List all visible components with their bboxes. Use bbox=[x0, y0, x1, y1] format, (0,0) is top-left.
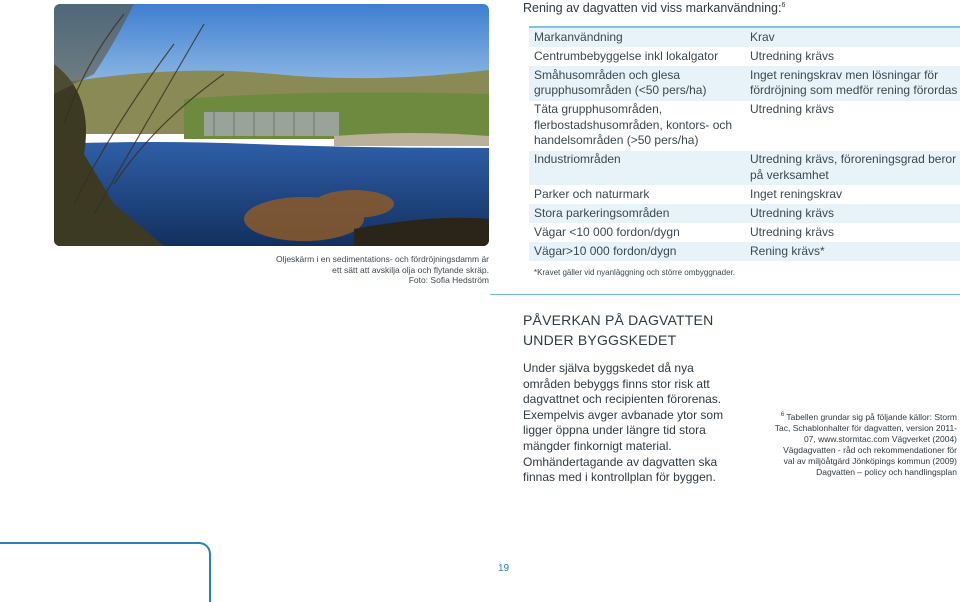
header-markanvandning: Markanvändning bbox=[534, 29, 623, 44]
land-use-cell: Parker och naturmark bbox=[534, 186, 650, 201]
source-footnote-text: Tabellen grundar sig på följande källor: Storm Tac, Schablonhalter för dagvatten, version 2011-07, www.stormtac.com Vägverket (2004) Vägdagvatten - råd och rekommendationer för val av miljöåtgärd Jönköpings kommun (2009) Dagvatten – policy och handlingsplan bbox=[774, 412, 957, 477]
table-footnote: *Kravet gäller vid nyanläggning och större ombyggnader. bbox=[534, 268, 736, 277]
requirement-cell: Utredning krävs bbox=[750, 205, 835, 220]
land-use-cell: Vägar>10 000 fordon/dygn bbox=[534, 243, 677, 258]
requirement-cell: Utredning krävs bbox=[750, 48, 835, 63]
table-title-footnote-ref: 6 bbox=[781, 1, 786, 9]
source-footnote-ref: 6 bbox=[780, 412, 785, 419]
caption-text: Oljeskärm i en sedimentations- och fördröjningsdamm är ett sätt att avskilja olja och flytande skräp. bbox=[275, 254, 489, 275]
pond-photo-image bbox=[54, 4, 489, 246]
requirement-cell: Utredning krävs bbox=[750, 224, 835, 239]
section-heading: PÅVERKAN PÅ DAGVATTEN UNDER BYGGSKEDET bbox=[523, 312, 714, 348]
table-header-row bbox=[529, 28, 960, 47]
caption-credit: Foto: Sofia Hedström bbox=[408, 275, 489, 285]
page-corner-decoration bbox=[0, 542, 211, 602]
table-row bbox=[529, 101, 960, 151]
land-use-table bbox=[529, 26, 960, 261]
section-divider bbox=[490, 294, 960, 295]
land-use-cell: Vägar <10 000 fordon/dygn bbox=[534, 224, 680, 239]
requirement-cell: Utredning krävs bbox=[750, 102, 835, 116]
table-row bbox=[529, 204, 960, 223]
land-use-cell: Centrumbebyggelse inkl lokalgator bbox=[534, 48, 719, 63]
pond-photo bbox=[54, 4, 489, 246]
table-row bbox=[529, 223, 960, 242]
page-number: 19 bbox=[498, 563, 510, 574]
table-row bbox=[529, 47, 960, 66]
land-use-cell: Småhusområden och glesa grupphusområden (<50 pers/ha) bbox=[534, 67, 707, 97]
header-krav: Krav bbox=[750, 29, 775, 44]
requirement-cell: Utredning krävs, föroreningsgrad beror på verksamhet bbox=[750, 152, 957, 182]
source-footnote bbox=[770, 412, 957, 478]
photo-caption bbox=[270, 254, 489, 286]
table-row bbox=[529, 66, 960, 101]
section-body: Under själva byggskedet då nya områden bebyggs finns stor risk att dagvattnet och recipienten förorenas. Exempelvis avger avbanade ytor som ligger öppna under längre tid stora mängder finkornigt material. Omhändertagande av dagvatten ska finnas med i kontrollplan för byggen. bbox=[523, 361, 724, 485]
table-title bbox=[523, 0, 785, 16]
land-use-cell: Täta grupphusområden, flerbostadshusområden, kontors- och handelsområden (>50 pers/ha) bbox=[534, 102, 733, 147]
table-row bbox=[529, 151, 960, 186]
requirement-cell: Inget reningskrav men lösningar för fördröjning som medför rening förordas bbox=[750, 67, 958, 97]
land-use-cell: Industriområden bbox=[534, 152, 621, 166]
requirement-cell: Inget reningskrav bbox=[750, 186, 843, 201]
table-row bbox=[529, 185, 960, 204]
table-title-text: Rening av dagvatten vid viss markanvändning: bbox=[523, 1, 782, 15]
table-row bbox=[529, 242, 960, 261]
requirement-cell: Rening krävs* bbox=[750, 243, 825, 258]
land-use-cell: Stora parkeringsområden bbox=[534, 205, 670, 220]
